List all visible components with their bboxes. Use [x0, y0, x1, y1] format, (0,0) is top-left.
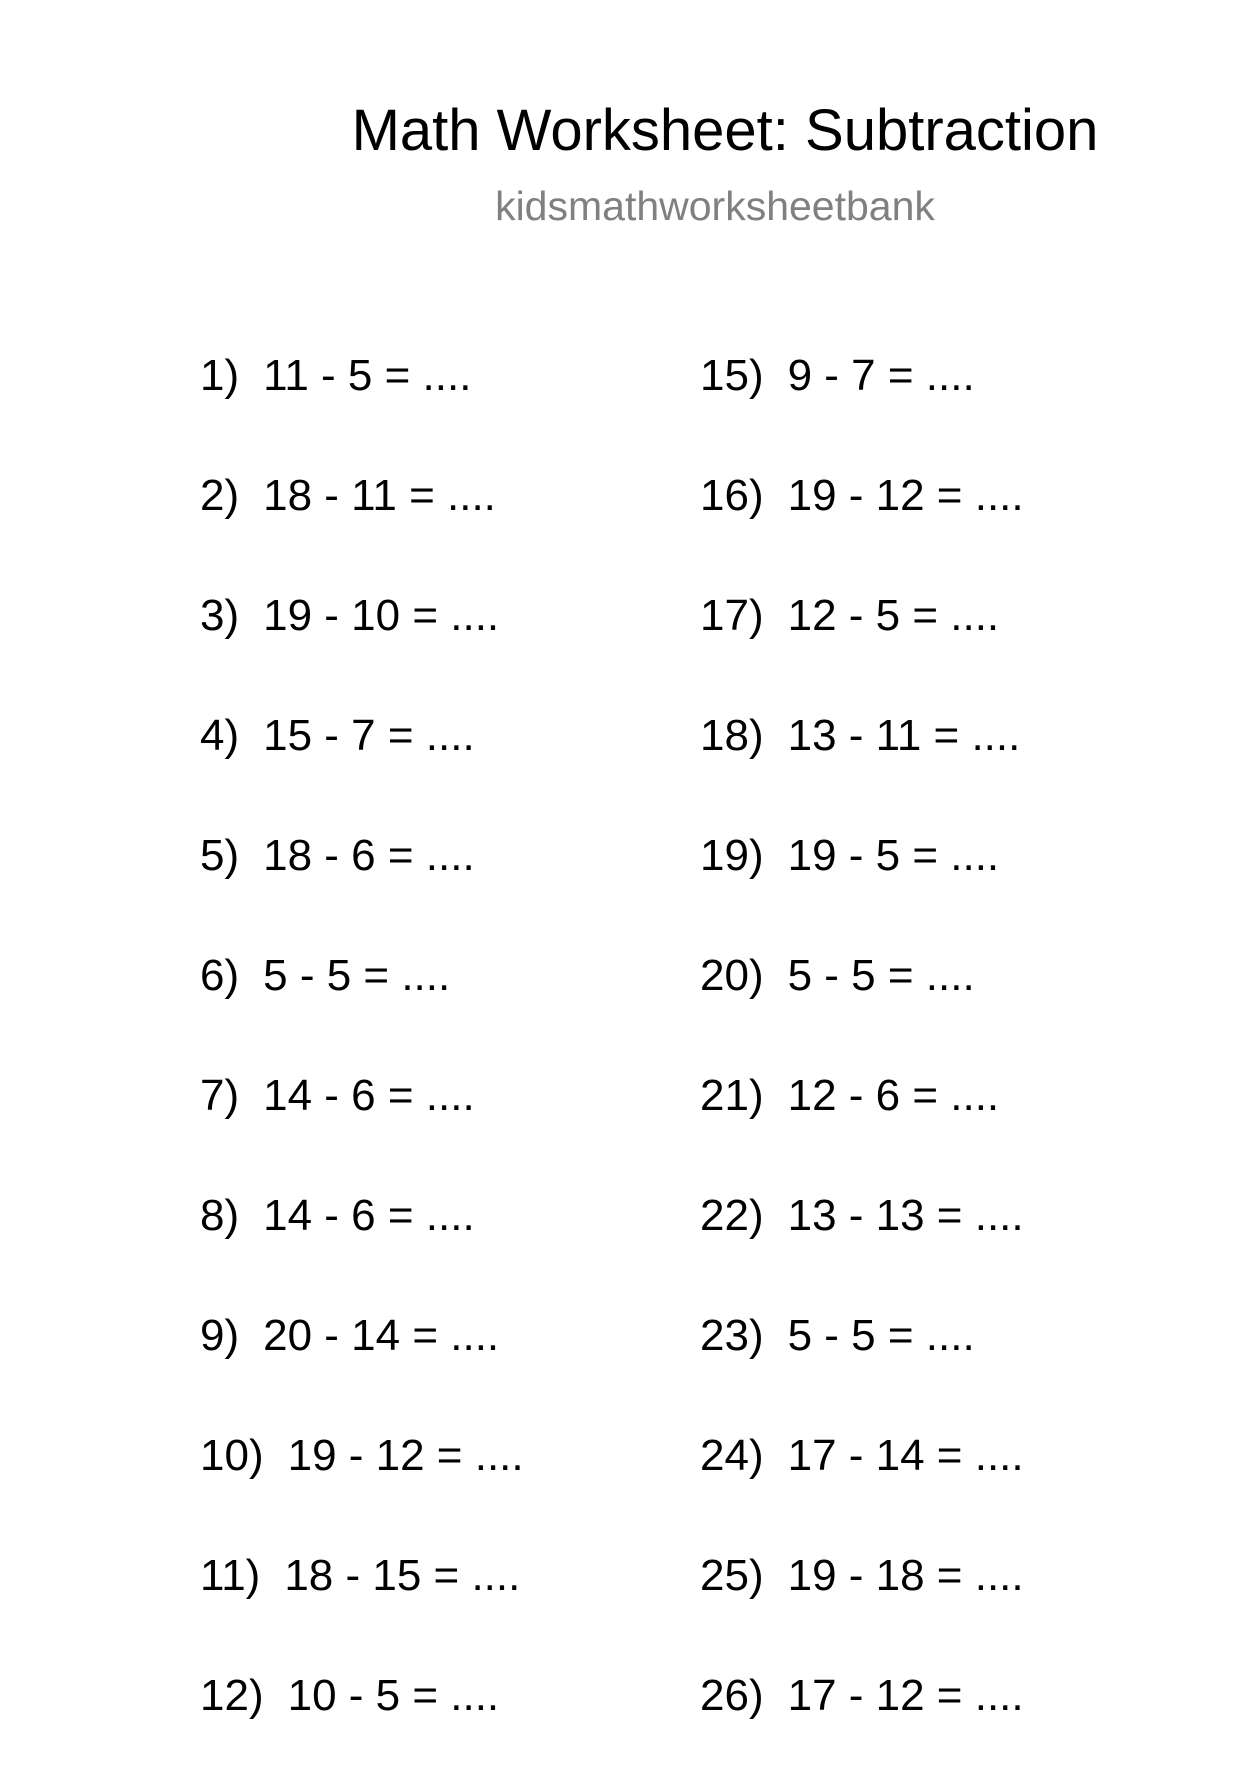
- problem-expression: 19 - 5 = ....: [787, 831, 1000, 880]
- problem-expression: 18 - 11 = ....: [263, 471, 496, 520]
- problem-item: [700, 468, 1024, 588]
- problem-number: 7): [200, 1071, 240, 1120]
- problem-number: 23): [700, 1311, 764, 1360]
- problem-number: 21): [700, 1071, 764, 1120]
- problem-expression: 18 - 6 = ....: [263, 831, 475, 880]
- problem-item: [700, 828, 1024, 948]
- problem-expression: 14 - 6 = ....: [263, 1071, 475, 1120]
- problem-number: 1): [200, 351, 240, 400]
- problem-item: [200, 588, 524, 708]
- problem-number: 18): [700, 711, 764, 760]
- problem-item: [200, 1068, 524, 1188]
- problem-expression: 19 - 12 = ....: [787, 471, 1024, 520]
- problem-number: 5): [200, 831, 240, 880]
- problem-item: [700, 708, 1024, 828]
- problem-number: 8): [200, 1191, 240, 1240]
- worksheet-title: Math Worksheet: Subtraction: [351, 98, 1099, 163]
- problem-expression: 5 - 5 = ....: [787, 951, 975, 1000]
- problem-item: [700, 588, 1024, 708]
- problem-item: [200, 948, 524, 1068]
- problem-item: [700, 1188, 1024, 1308]
- problem-expression: 11 - 5 = ....: [263, 351, 472, 400]
- problem-expression: 9 - 7 = ....: [787, 351, 975, 400]
- problem-expression: 17 - 12 = ....: [787, 1671, 1024, 1720]
- problem-number: 17): [700, 591, 764, 640]
- problem-number: 2): [200, 471, 240, 520]
- problem-number: 4): [200, 711, 240, 760]
- worksheet-subtitle: kidsmathworksheetbank: [495, 183, 935, 229]
- problem-expression: 17 - 14 = ....: [787, 1431, 1024, 1480]
- problem-expression: 5 - 5 = ....: [263, 951, 451, 1000]
- problem-number: 25): [700, 1551, 764, 1600]
- problem-item: [200, 1428, 524, 1548]
- problem-number: 6): [200, 951, 240, 1000]
- problem-number: 22): [700, 1191, 764, 1240]
- problem-item: [200, 1548, 524, 1668]
- problem-number: 11): [200, 1551, 261, 1600]
- problem-number: 10): [200, 1431, 264, 1480]
- problem-item: [700, 348, 1024, 468]
- problem-number: 20): [700, 951, 764, 1000]
- problem-item: [700, 1308, 1024, 1428]
- problem-number: 15): [700, 351, 764, 400]
- problem-item: [200, 1308, 524, 1428]
- problem-number: 12): [200, 1671, 264, 1720]
- problem-expression: 14 - 6 = ....: [263, 1191, 475, 1240]
- problem-expression: 19 - 10 = ....: [263, 591, 500, 640]
- problem-item: [200, 348, 524, 468]
- problem-item: [200, 1668, 524, 1788]
- problem-number: 9): [200, 1311, 240, 1360]
- problem-expression: 19 - 12 = ....: [287, 1431, 524, 1480]
- problem-item: [700, 1668, 1024, 1788]
- problem-item: [700, 948, 1024, 1068]
- problem-number: 16): [700, 471, 764, 520]
- problem-expression: 19 - 18 = ....: [787, 1551, 1024, 1600]
- problem-item: [200, 708, 524, 828]
- problem-expression: 12 - 6 = ....: [787, 1071, 1000, 1120]
- problem-item: [700, 1428, 1024, 1548]
- problem-number: 19): [700, 831, 764, 880]
- problem-expression: 18 - 15 = ....: [284, 1551, 521, 1600]
- problem-item: [200, 1188, 524, 1308]
- problem-number: 26): [700, 1671, 764, 1720]
- problem-item: [700, 1068, 1024, 1188]
- problem-item: [700, 1548, 1024, 1668]
- problem-item: [200, 468, 524, 588]
- problem-number: 24): [700, 1431, 764, 1480]
- problem-expression: 5 - 5 = ....: [787, 1311, 975, 1360]
- problem-expression: 12 - 5 = ....: [787, 591, 1000, 640]
- problem-number: 3): [200, 591, 240, 640]
- problem-expression: 10 - 5 = ....: [287, 1671, 500, 1720]
- problems-right-column: [700, 348, 1024, 1788]
- problems-left-column: [200, 348, 524, 1788]
- problem-expression: 13 - 11 = ....: [787, 711, 1021, 760]
- problem-expression: 20 - 14 = ....: [263, 1311, 500, 1360]
- problem-expression: 13 - 13 = ....: [787, 1191, 1024, 1240]
- problem-item: [200, 828, 524, 948]
- problem-expression: 15 - 7 = ....: [263, 711, 475, 760]
